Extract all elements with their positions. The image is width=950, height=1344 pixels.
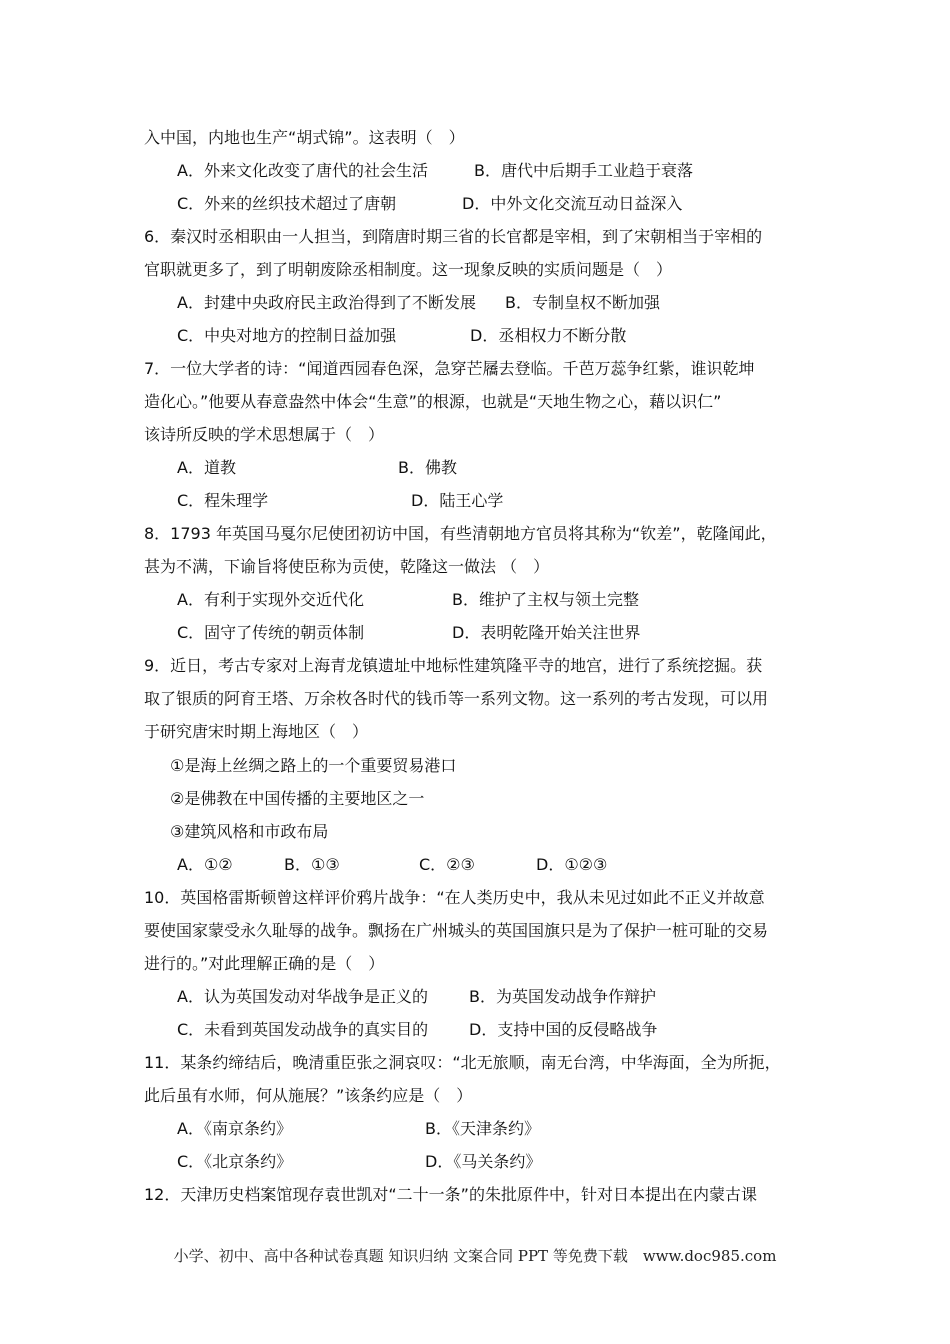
q8-option-b: B．维护了主权与领土完整 [452, 590, 639, 609]
question-11-stem: 11．某条约缔结后，晚清重臣张之洞哀叹：“北无旅顺，南无台湾，中华海面，全为所扼， [144, 1053, 781, 1072]
question-10-stem: 10．英国格雷斯顿曾这样评价鸦片战争：“在人类历史中，我从未见过如此不正义并故意 [144, 888, 765, 907]
q11-option-c: C．《北京条约》 [177, 1152, 293, 1171]
q6-option-a: A．封建中央政府民主政治得到了不断发展 [177, 293, 476, 312]
q7-option-b: B．佛教 [398, 458, 457, 477]
question-7-stem-line2: 造化心。”他要从春意盎然中体会“生意”的根源，也就是“天地生物之心，藉以识仁” [144, 392, 722, 411]
question-5-stem-tail: 入中国，内地也生产“胡式锦”。这表明（ ） [144, 128, 465, 147]
q7-option-c: C．程朱理学 [177, 491, 269, 510]
q6-option-c: C．中央对地方的控制日益加强 [177, 326, 397, 345]
q11-option-b: B．《天津条约》 [425, 1119, 540, 1138]
q9-statement-2: ②是佛教在中国传播的主要地区之一 [170, 789, 425, 808]
q6-option-d: D．丞相权力不断分散 [470, 326, 627, 345]
question-9-stem-line2: 取了银质的阿育王塔、万余枚各时代的钱币等一系列文物。这一系列的考古发现，可以用 [144, 689, 769, 708]
question-6-stem: 6．秦汉时丞相职由一人担当，到隋唐时期三省的长官都是宰相，到了宋朝相当于宰相的 [144, 227, 763, 246]
page-footer: 小学、初中、高中各种试卷真题 知识归纳 文案合同 PPT 等免费下载 www.doc985.com [173, 1247, 777, 1265]
q6-option-b: B．专制皇权不断加强 [505, 293, 660, 312]
q11-option-d: D．《马关条约》 [425, 1152, 542, 1171]
q10-option-d: D．支持中国的反侵略战争 [469, 1020, 658, 1039]
q7-option-d: D．陆王心学 [411, 491, 504, 510]
q9-option-c: C．②③ [419, 855, 475, 874]
q9-option-d: D．①②③ [536, 855, 608, 874]
question-7-stem-line3: 该诗所反映的学术思想属于（ ） [144, 425, 385, 444]
q8-option-a: A．有利于实现外交近代化 [177, 590, 364, 609]
question-10-stem-line2: 要使国家蒙受永久耻辱的战争。飘扬在广州城头的英国国旗只是为了保护一桩可耻的交易 [144, 921, 769, 940]
q8-option-c: C．固守了传统的朝贡体制 [177, 623, 365, 642]
question-7-stem: 7．一位大学者的诗：“闻道西园春色深，急穿芒屩去登临。千芭万蕊争红紫，谁识乾坤 [144, 359, 755, 378]
q9-option-b: B．①③ [284, 855, 340, 874]
q10-option-b: B．为英国发动战争作辩护 [469, 987, 656, 1006]
q7-option-a: A．道教 [177, 458, 236, 477]
question-11-stem-line2: 此后虽有水师，何从施展？”该条约应是（ ） [144, 1086, 473, 1105]
question-8-stem-line2: 甚为不满，下谕旨将使臣称为贡使，乾隆这一做法 （ ） [144, 557, 550, 576]
q5-option-b: B．唐代中后期手工业趋于衰落 [474, 161, 693, 180]
q8-option-d: D．表明乾隆开始关注世界 [452, 623, 641, 642]
q10-option-a: A．认为英国发动对华战争是正义的 [177, 987, 428, 1006]
q5-option-d: D．中外文化交流互动日益深入 [462, 194, 683, 213]
q5-option-a: A．外来文化改变了唐代的社会生活 [177, 161, 428, 180]
question-8-stem: 8．1793 年英国马戛尔尼使团初访中国，有些清朝地方官员将其称为“钦差”，乾隆闻此， [144, 524, 777, 543]
question-12-stem: 12．天津历史档案馆现存袁世凯对“二十一条”的朱批原件中，针对日本提出在内蒙古课 [144, 1185, 757, 1204]
q9-statement-3: ③建筑风格和市政布局 [170, 822, 329, 841]
question-6-stem-line2: 官职就更多了，到了明朝废除丞相制度。这一现象反映的实质问题是（ ） [144, 260, 673, 279]
question-9-stem-line3: 于研究唐宋时期上海地区（ ） [144, 722, 369, 741]
q5-option-c: C．外来的丝织技术超过了唐朝 [177, 194, 397, 213]
question-10-stem-line3: 进行的。”对此理解正确的是（ ） [144, 954, 385, 973]
q9-option-a: A．①② [177, 855, 233, 874]
q11-option-a: A．《南京条约》 [177, 1119, 292, 1138]
q9-statement-1: ①是海上丝绸之路上的一个重要贸易港口 [170, 756, 457, 775]
q10-option-c: C．未看到英国发动战争的真实目的 [177, 1020, 429, 1039]
question-9-stem: 9．近日，考古专家对上海青龙镇遗址中地标性建筑隆平寺的地宫，进行了系统挖掘。获 [144, 656, 763, 675]
